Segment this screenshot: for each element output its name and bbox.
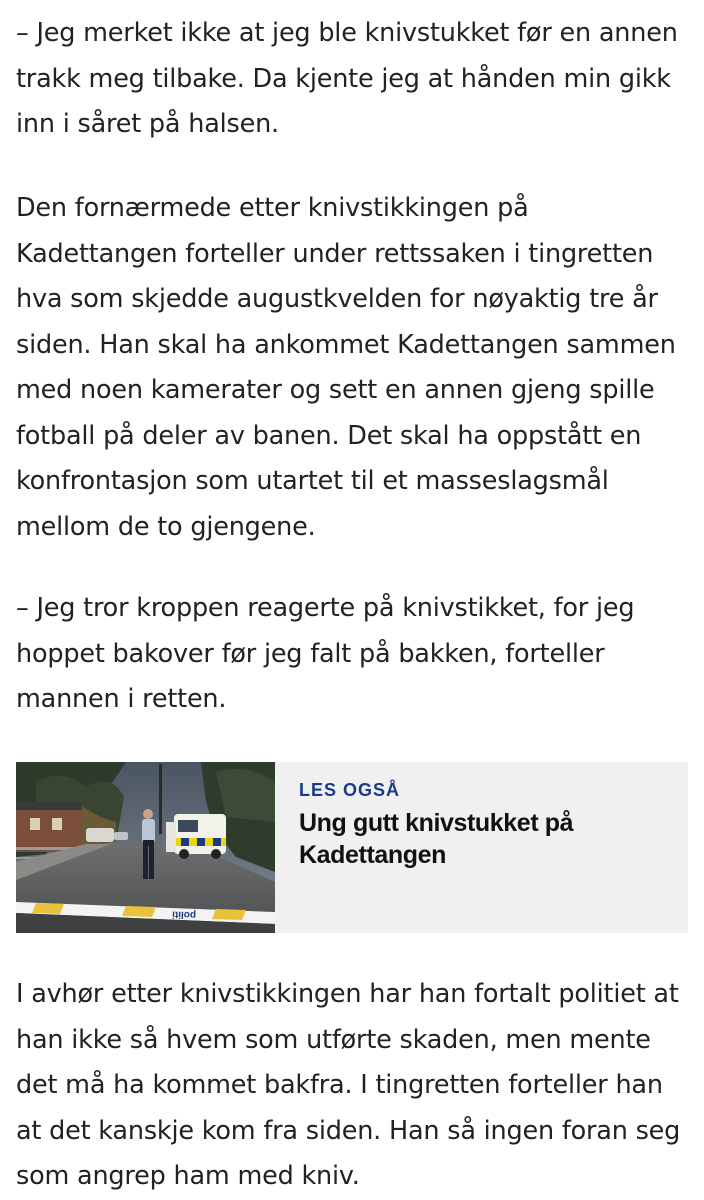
article-paragraph: – Jeg merket ikke at jeg ble knivstukket før en annen trakk meg tilbake. Da kjente jeg at hånden min gikk inn i såret på halsen. xyxy=(16,18,678,139)
article-paragraph: I avhør etter knivstikkingen har han fortalt politiet at han ikke så hvem som utførte skaden, men mente det må ha kommet bakfra. I tingretten forteller han at det kanskje kom fra siden. Han så ingen foran seg som angrep ham med kniv. xyxy=(16,979,681,1191)
related-headline-link[interactable]: Ung gutt knivstukket på Kadettangen xyxy=(299,809,574,869)
article-paragraph: Den fornærmede etter knivstikkingen på Kadettangen forteller under rettssaken i tingretten hva som skjedde augustkvelden for nøyaktig tre år siden. Han skal ha ankommet Kadettangen sammen med noen kamerater og sett en annen gjeng spille fotball på deler av banen. Det skal ha oppstått en konfrontasjon som utartet til et masseslagsmål mellom de to gjengene. xyxy=(16,193,676,542)
police-tape-text: politi xyxy=(171,908,197,921)
related-article-text xyxy=(275,762,619,933)
related-article-image[interactable] xyxy=(16,762,275,933)
related-kicker: LES OGSÅ xyxy=(299,780,401,800)
related-article-card[interactable] xyxy=(16,762,688,933)
article-paragraph: – Jeg tror kroppen reagerte på knivstikket, for jeg hoppet bakover før jeg falt på bakken, forteller mannen i retten. xyxy=(16,593,635,714)
